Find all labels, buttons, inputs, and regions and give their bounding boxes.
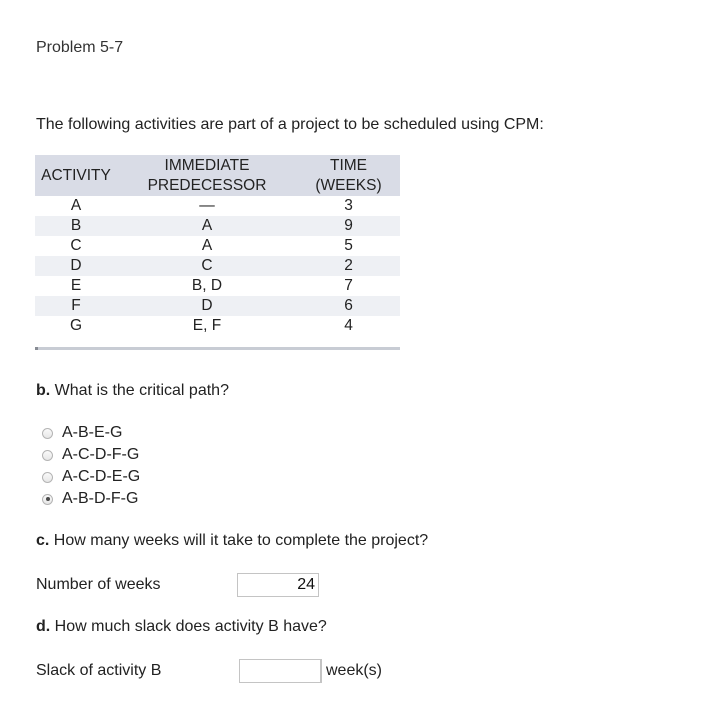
problem-intro: The following activities are part of a project to be scheduled using CPM: [36,116,544,133]
table-row [35,316,400,336]
radio-option-label[interactable]: A-C-D-F-G [62,446,140,463]
radio-option-label[interactable]: A-C-D-E-G [62,468,141,485]
cell-activity: C [70,237,82,254]
activity-table [35,155,400,336]
cell-activity: D [35,256,117,276]
cell-time: 9 [297,216,400,236]
table-bottom-divider [35,347,400,350]
cell-activity: B [35,216,117,236]
cell-predecessor: C [117,256,297,276]
cell-time: 3 [344,197,353,214]
question-b-text: What is the critical path? [50,382,229,399]
radio-button[interactable] [42,472,53,483]
number-of-weeks-label: Number of weeks [36,576,161,593]
radio-button[interactable] [42,450,53,461]
cell-predecessor: E, F [192,317,222,334]
cell-activity: G [69,317,83,334]
radio-option-3[interactable] [42,466,140,488]
header-time [297,155,400,196]
cell-predecessor: A [117,216,297,236]
radio-option-label[interactable]: A-B-E-G [62,424,123,441]
header-activity-label: ACTIVITY [41,166,111,184]
cell-predecessor: — [199,197,215,214]
header-time-line1: TIME [329,156,368,174]
table-row [35,256,400,276]
radio-button[interactable] [42,428,53,439]
cell-activity: F [35,296,117,316]
table-row [35,236,400,256]
cell-time: 6 [297,296,400,316]
question-c [36,532,428,550]
cell-time: 5 [344,237,353,254]
cell-time: 7 [344,277,353,294]
radio-option-label[interactable]: A-B-D-F-G [62,490,139,507]
question-d [36,618,327,636]
table-row [35,276,400,296]
header-activity [35,155,117,196]
slack-unit-label: week(s) [321,659,382,683]
radio-option-1[interactable] [42,422,122,444]
question-d-text: How much slack does activity B have? [50,618,327,635]
question-c-prefix: c. [36,532,50,549]
header-predecessor-line2: PREDECESSOR [147,176,267,194]
header-predecessor [117,155,297,196]
question-b [36,382,229,400]
cell-activity: A [70,197,82,214]
radio-button-selected[interactable] [42,494,53,505]
question-c-text: How many weeks will it take to complete the project? [49,532,429,549]
table-row [35,296,400,316]
radio-option-4[interactable] [42,488,138,510]
header-time-line2: (WEEKS) [315,176,382,194]
radio-option-2[interactable] [42,444,139,466]
cell-activity: E [70,277,82,294]
slack-of-activity-b-label: Slack of activity B [36,662,162,679]
header-predecessor-line1: IMMEDIATE [164,156,250,174]
table-row [35,196,400,216]
table-header-row [35,155,400,196]
question-b-prefix: b. [36,382,51,399]
slack-of-activity-b-input[interactable] [239,659,321,683]
number-of-weeks-input[interactable] [237,573,319,597]
cell-predecessor: D [117,296,297,316]
cell-predecessor: A [201,237,213,254]
cell-time: 4 [344,317,353,334]
question-d-prefix: d. [36,618,51,635]
problem-title: Problem 5-7 [36,39,124,56]
cell-time: 2 [297,256,400,276]
cell-predecessor: B, D [191,277,223,294]
table-row [35,216,400,236]
